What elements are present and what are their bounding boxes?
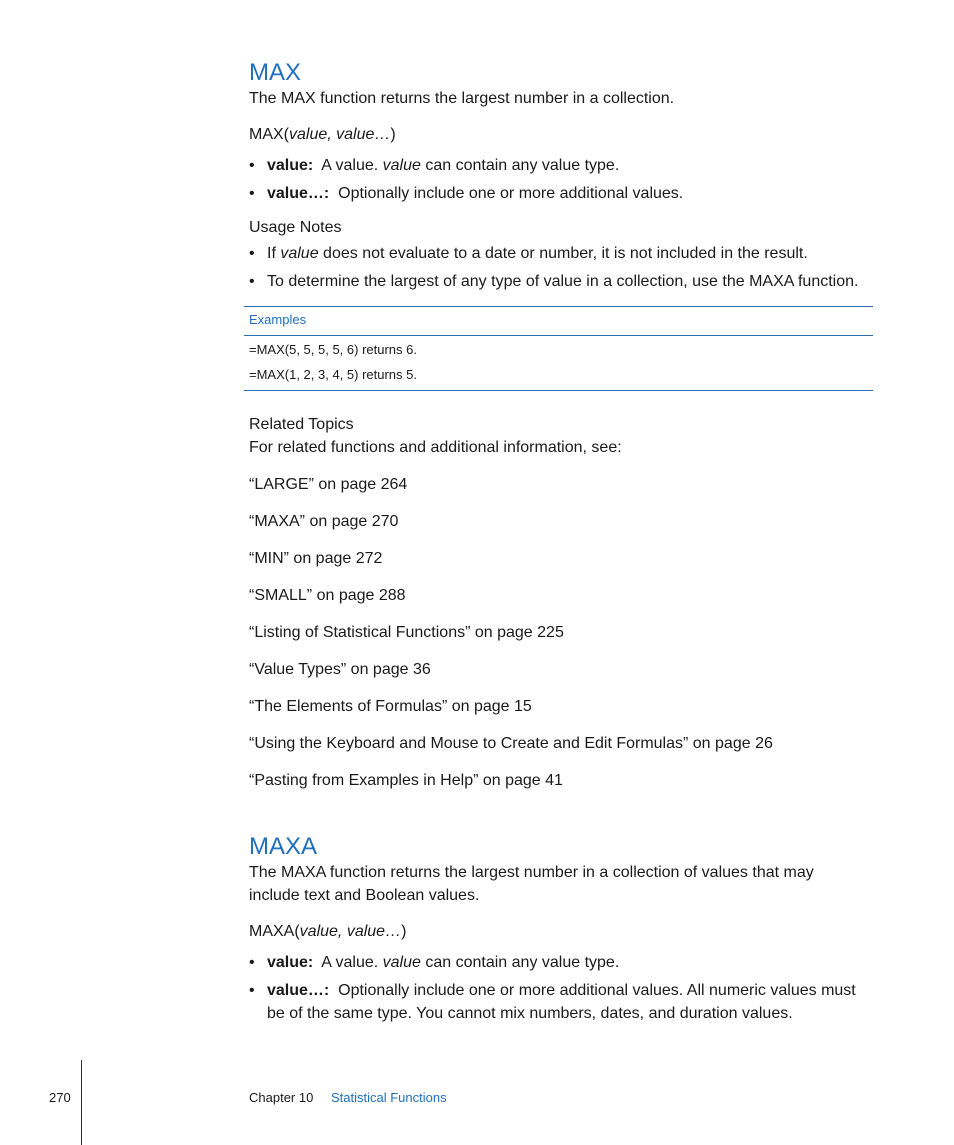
maxa-description-line1: The MAXA function returns the largest number in a collection of values that may bbox=[249, 864, 814, 881]
related-link-large[interactable]: “LARGE” on page 264 bbox=[249, 476, 408, 493]
maxa-bullet-term: value: bbox=[267, 954, 314, 971]
maxa-bullet-pre: A value. bbox=[321, 954, 379, 971]
usage-note-pre: If bbox=[267, 245, 276, 262]
usage-note-text: To determine the largest of any type of value in a collection, use the MAXA function. bbox=[267, 273, 859, 290]
usage-notes-heading: Usage Notes bbox=[249, 219, 342, 236]
related-link-elements[interactable]: “The Elements of Formulas” on page 15 bbox=[249, 698, 532, 715]
max-bullet-value bbox=[249, 154, 887, 177]
related-link-min[interactable]: “MIN” on page 272 bbox=[249, 550, 383, 567]
usage-note-post: does not evaluate to a date or number, it is not included in the result. bbox=[323, 245, 808, 262]
max-syntax-fn: MAX bbox=[249, 126, 284, 143]
examples-header-rule bbox=[244, 335, 873, 336]
related-link-listing[interactable]: “Listing of Statistical Functions” on page 225 bbox=[249, 624, 564, 641]
usage-note-2 bbox=[249, 270, 907, 293]
max-heading: MAX bbox=[249, 59, 302, 86]
page-number: 270 bbox=[49, 1090, 71, 1105]
max-bullet-values bbox=[249, 182, 887, 205]
max-bullet-term: value: bbox=[267, 157, 314, 174]
maxa-description-line2: include text and Boolean values. bbox=[249, 887, 480, 904]
maxa-syntax: MAXA(value, value…) bbox=[249, 923, 407, 940]
examples-bottom-rule bbox=[244, 390, 873, 391]
maxa-bullet-value bbox=[249, 951, 887, 974]
maxa-bullet-text-1: Optionally include one or more additional values. All numeric values must bbox=[338, 982, 856, 999]
footer-chapter: Chapter 10 bbox=[249, 1090, 314, 1105]
usage-note-1 bbox=[249, 242, 887, 265]
related-intro: For related functions and additional information, see: bbox=[249, 439, 622, 456]
related-link-pasting[interactable]: “Pasting from Examples in Help” on page 41 bbox=[249, 772, 563, 789]
max-bullet-post: can contain any value type. bbox=[425, 157, 620, 174]
usage-note-italic: value bbox=[280, 245, 319, 262]
max-syntax-args: value, value… bbox=[289, 126, 391, 143]
max-bullet-italic: value bbox=[382, 157, 421, 174]
maxa-bullet-term: value…: bbox=[267, 982, 330, 999]
maxa-syntax-fn: MAXA bbox=[249, 923, 295, 940]
related-topics-heading: Related Topics bbox=[249, 416, 354, 433]
maxa-bullet-text-2: be of the same type. You cannot mix numbers, dates, and duration values. bbox=[267, 1005, 793, 1022]
related-link-small[interactable]: “SMALL” on page 288 bbox=[249, 587, 406, 604]
footer-section-link[interactable]: Statistical Functions bbox=[331, 1090, 447, 1105]
maxa-bullet-values bbox=[249, 979, 907, 1025]
max-bullet-term: value…: bbox=[267, 185, 330, 202]
max-bullet-text: Optionally include one or more additional values. bbox=[338, 185, 684, 202]
example-row: =MAX(1, 2, 3, 4, 5) returns 5. bbox=[249, 367, 417, 382]
maxa-syntax-args: value, value… bbox=[299, 923, 402, 940]
max-syntax: MAX(value, value…) bbox=[249, 126, 396, 143]
max-description: The MAX function returns the largest number in a collection. bbox=[249, 90, 675, 107]
examples-header: Examples bbox=[249, 312, 307, 327]
related-link-maxa[interactable]: “MAXA” on page 270 bbox=[249, 513, 399, 530]
footer-divider bbox=[81, 1060, 82, 1145]
maxa-bullet-italic: value bbox=[382, 954, 421, 971]
maxa-heading: MAXA bbox=[249, 833, 318, 860]
related-link-value-types[interactable]: “Value Types” on page 36 bbox=[249, 661, 431, 678]
examples-top-rule bbox=[244, 306, 873, 307]
example-row: =MAX(5, 5, 5, 5, 6) returns 6. bbox=[249, 342, 417, 357]
related-link-keyboard-mouse[interactable]: “Using the Keyboard and Mouse to Create and Edit Formulas” on page 26 bbox=[249, 735, 773, 752]
max-bullet-pre: A value. bbox=[321, 157, 379, 174]
maxa-bullet-post: can contain any value type. bbox=[425, 954, 620, 971]
